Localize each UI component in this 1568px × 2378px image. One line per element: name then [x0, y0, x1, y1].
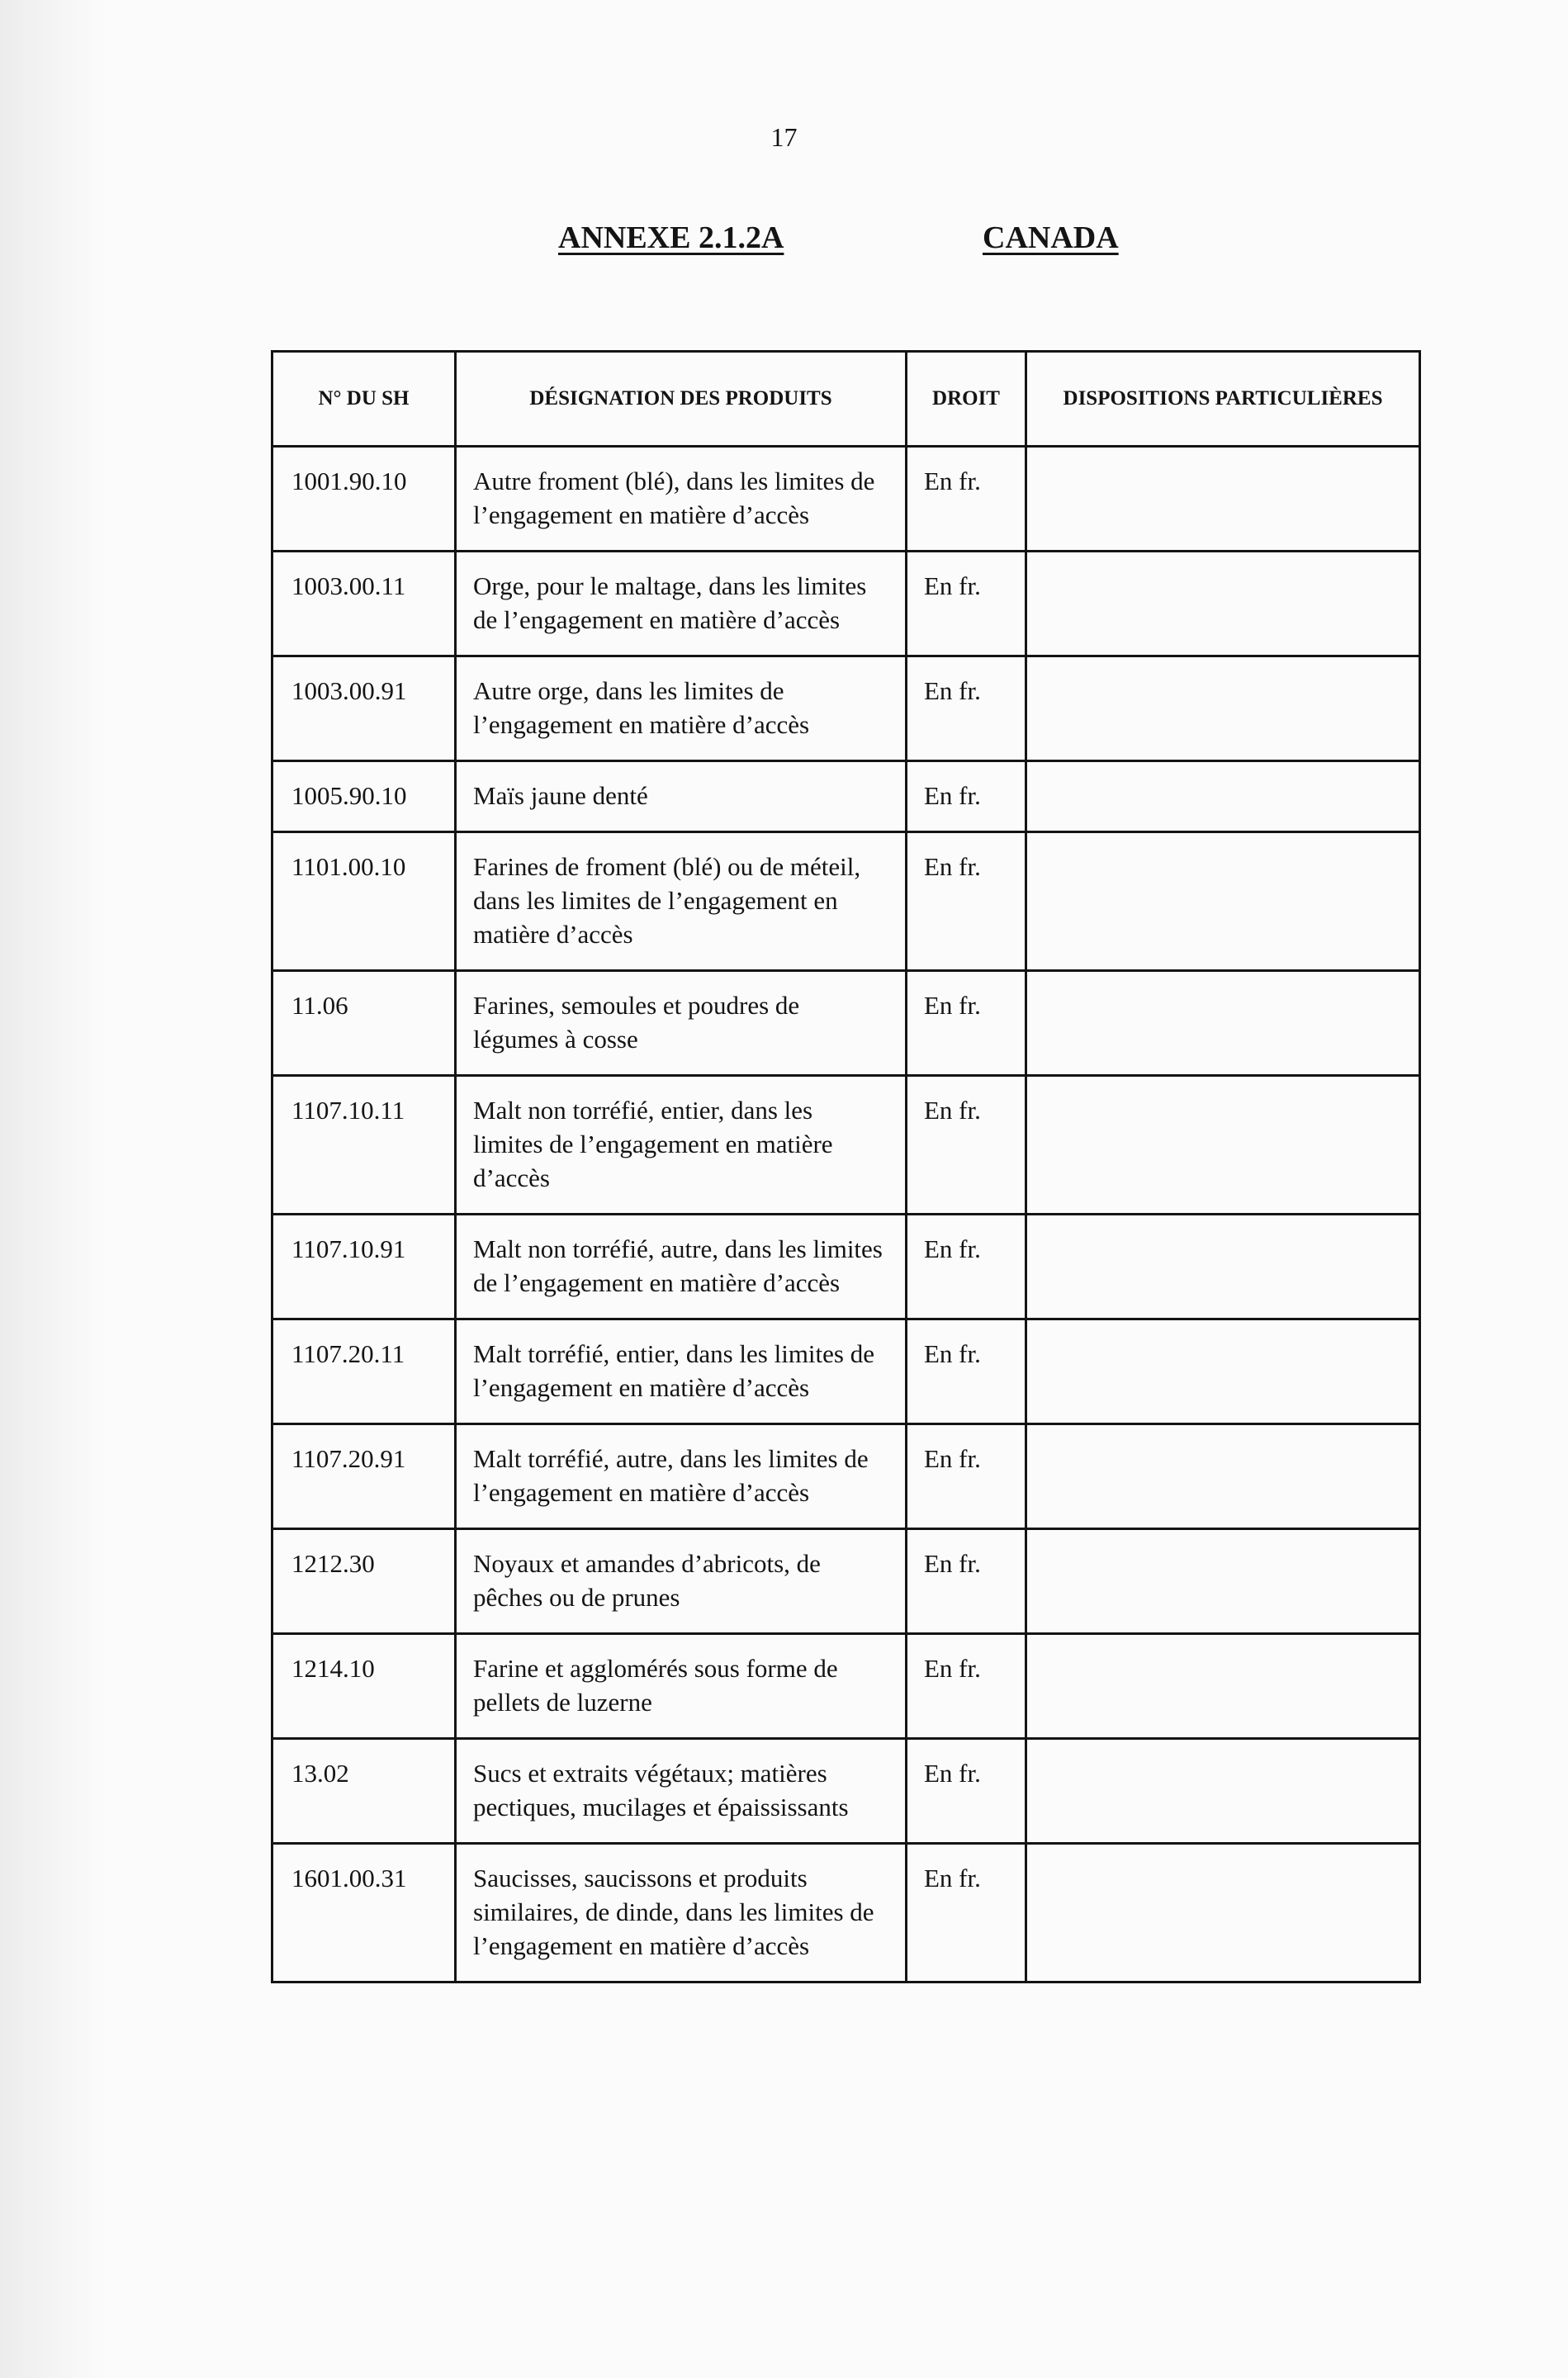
- designation-cell: Malt non torréfié, entier, dans les limites de l’engagement en matière d’accès: [456, 1076, 907, 1215]
- table-row: [272, 1215, 1420, 1319]
- table-row: [272, 447, 1420, 552]
- hs-code-cell: 1214.10: [272, 1634, 456, 1739]
- duty-cell: En fr.: [907, 1634, 1026, 1739]
- annex-title: ANNEXE 2.1.2A: [558, 220, 784, 255]
- designation-cell: Malt non torréfié, autre, dans les limites de l’engagement en matière d’accès: [456, 1215, 907, 1319]
- page-heading: [0, 220, 1568, 261]
- country-title: CANADA: [983, 220, 1119, 255]
- duty-cell: En fr.: [907, 1215, 1026, 1319]
- duty-cell: En fr.: [907, 1529, 1026, 1634]
- provisions-cell: [1026, 1634, 1420, 1739]
- hs-code-cell: 1107.20.91: [272, 1424, 456, 1529]
- provisions-cell: [1026, 447, 1420, 552]
- provisions-cell: [1026, 832, 1420, 971]
- provisions-cell: [1026, 1319, 1420, 1424]
- hs-code-cell: 1107.20.11: [272, 1319, 456, 1424]
- hs-code-cell: 1101.00.10: [272, 832, 456, 971]
- provisions-cell: [1026, 1215, 1420, 1319]
- table-row: [272, 656, 1420, 761]
- designation-cell: Orge, pour le maltage, dans les limites de l’engagement en matière d’accès: [456, 552, 907, 656]
- table-row: [272, 1739, 1420, 1844]
- header-duty: DROIT: [907, 352, 1026, 447]
- table-row: [272, 1424, 1420, 1529]
- provisions-cell: [1026, 1076, 1420, 1215]
- provisions-cell: [1026, 1844, 1420, 1982]
- hs-code-cell: 1107.10.91: [272, 1215, 456, 1319]
- hs-code-cell: 1107.10.11: [272, 1076, 456, 1215]
- designation-cell: Farine et agglomérés sous forme de pellets de luzerne: [456, 1634, 907, 1739]
- provisions-cell: [1026, 656, 1420, 761]
- designation-cell: Saucisses, saucissons et produits similaires, de dinde, dans les limites de l’engagement en matière d’accès: [456, 1844, 907, 1982]
- designation-cell: Autre orge, dans les limites de l’engagement en matière d’accès: [456, 656, 907, 761]
- provisions-cell: [1026, 1424, 1420, 1529]
- designation-cell: Sucs et extraits végétaux; matières pectiques, mucilages et épaississants: [456, 1739, 907, 1844]
- header-provisions: DISPOSITIONS PARTICULIÈRES: [1026, 352, 1420, 447]
- designation-cell: Malt torréfié, autre, dans les limites de l’engagement en matière d’accès: [456, 1424, 907, 1529]
- designation-cell: Noyaux et amandes d’abricots, de pêches ou de prunes: [456, 1529, 907, 1634]
- designation-cell: Maïs jaune denté: [456, 761, 907, 832]
- hs-code-cell: 1003.00.91: [272, 656, 456, 761]
- duty-cell: En fr.: [907, 447, 1026, 552]
- table-row: [272, 971, 1420, 1076]
- duty-cell: En fr.: [907, 971, 1026, 1076]
- duty-cell: En fr.: [907, 1319, 1026, 1424]
- duty-cell: En fr.: [907, 552, 1026, 656]
- designation-cell: Farines de froment (blé) ou de méteil, dans les limites de l’engagement en matière d’accès: [456, 832, 907, 971]
- header-code: N° DU SH: [272, 352, 456, 447]
- table-row: [272, 1634, 1420, 1739]
- provisions-cell: [1026, 761, 1420, 832]
- hs-code-cell: 13.02: [272, 1739, 456, 1844]
- provisions-cell: [1026, 1529, 1420, 1634]
- tariff-table: [271, 350, 1421, 1983]
- designation-cell: Malt torréfié, entier, dans les limites de l’engagement en matière d’accès: [456, 1319, 907, 1424]
- duty-cell: En fr.: [907, 1424, 1026, 1529]
- hs-code-cell: 1001.90.10: [272, 447, 456, 552]
- table-row: [272, 761, 1420, 832]
- duty-cell: En fr.: [907, 656, 1026, 761]
- table-row: [272, 1529, 1420, 1634]
- table-row: [272, 552, 1420, 656]
- table-row: [272, 1319, 1420, 1424]
- duty-cell: En fr.: [907, 1739, 1026, 1844]
- table-row: [272, 1844, 1420, 1982]
- provisions-cell: [1026, 971, 1420, 1076]
- hs-code-cell: 11.06: [272, 971, 456, 1076]
- table-header-row: [272, 352, 1420, 447]
- duty-cell: En fr.: [907, 761, 1026, 832]
- hs-code-cell: 1212.30: [272, 1529, 456, 1634]
- designation-cell: Autre froment (blé), dans les limites de l’engagement en matière d’accès: [456, 447, 907, 552]
- duty-cell: En fr.: [907, 1844, 1026, 1982]
- table-body: [272, 447, 1420, 1982]
- hs-code-cell: 1601.00.31: [272, 1844, 456, 1982]
- table-row: [272, 1076, 1420, 1215]
- provisions-cell: [1026, 552, 1420, 656]
- provisions-cell: [1026, 1739, 1420, 1844]
- scan-margin-shadow: [0, 0, 107, 2378]
- duty-cell: En fr.: [907, 1076, 1026, 1215]
- table-row: [272, 832, 1420, 971]
- hs-code-cell: 1005.90.10: [272, 761, 456, 832]
- header-designation: DÉSIGNATION DES PRODUITS: [456, 352, 907, 447]
- hs-code-cell: 1003.00.11: [272, 552, 456, 656]
- designation-cell: Farines, semoules et poudres de légumes à cosse: [456, 971, 907, 1076]
- duty-cell: En fr.: [907, 832, 1026, 971]
- page-number: 17: [770, 122, 798, 152]
